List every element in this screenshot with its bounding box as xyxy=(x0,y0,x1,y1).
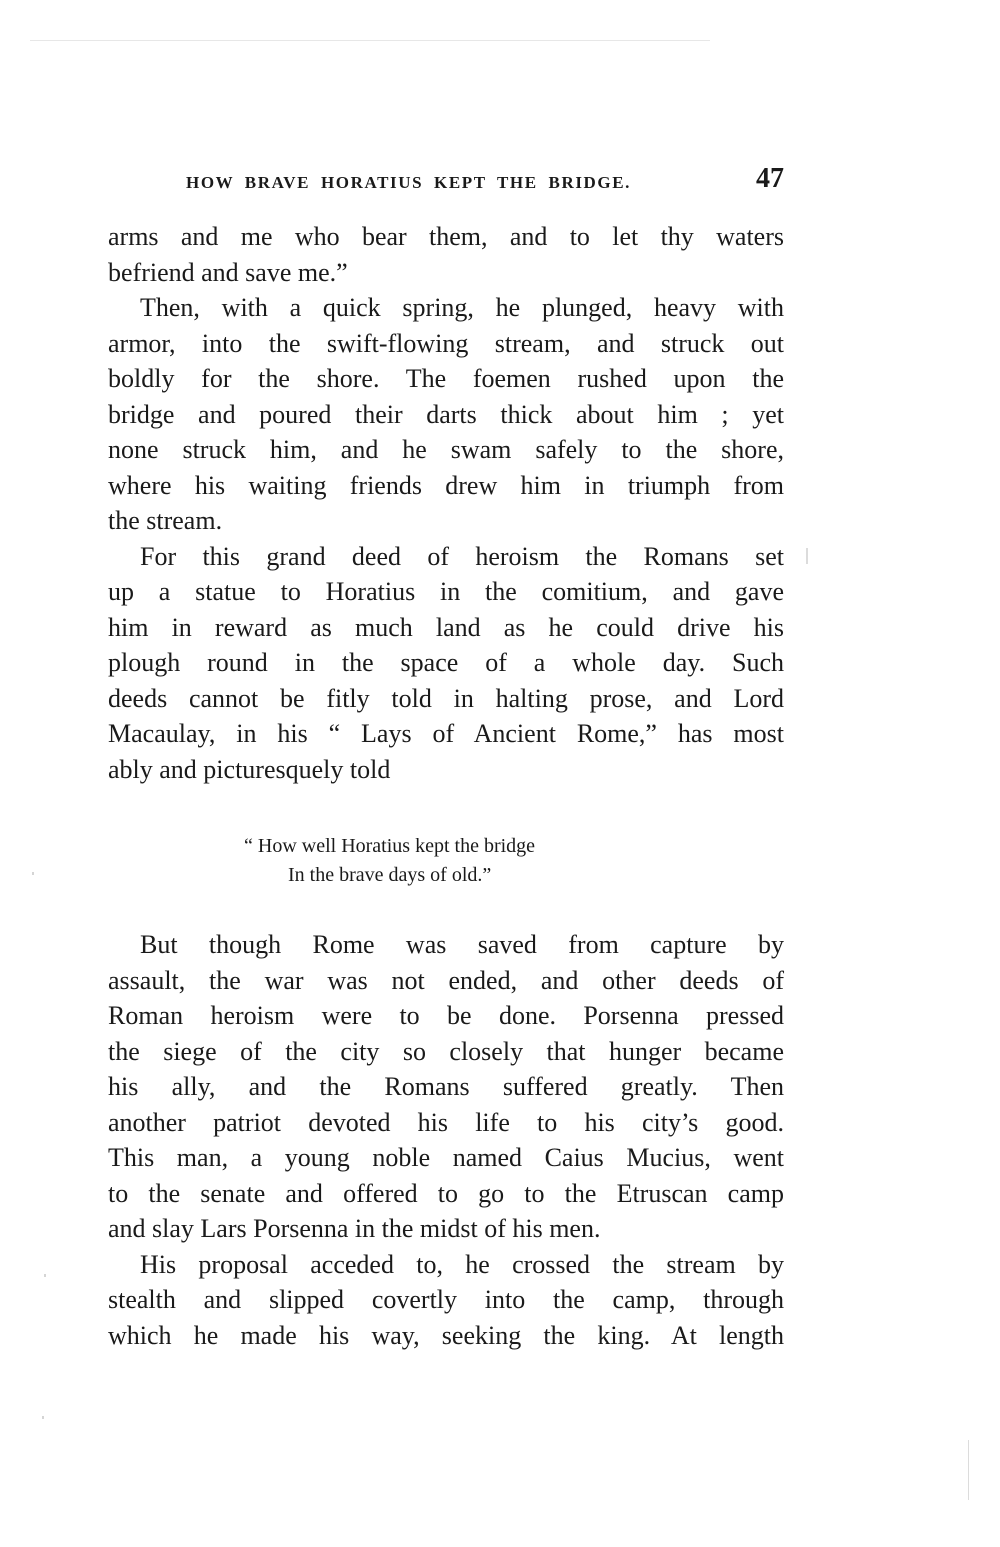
text-line: ably and picturesquely told xyxy=(108,754,391,784)
paragraph-4 xyxy=(108,927,784,1247)
text-line: befriend and save me.” xyxy=(108,257,348,287)
text-line: him in reward as much land as he could drive his xyxy=(108,612,784,642)
page-header xyxy=(186,163,786,203)
text-line: Then, with a quick spring, he plunged, heavy with xyxy=(140,293,784,322)
text-line: stealth and slipped covertly into the camp, through xyxy=(108,1285,784,1314)
paragraph-5 xyxy=(108,1247,784,1354)
text-line: plough round in the space of a whole day. Such xyxy=(108,648,784,677)
body-text-lower xyxy=(108,927,784,1353)
text-line: deeds cannot be fitly told in halting prose, and Lord xyxy=(108,683,784,713)
text-line: His proposal acceded to, he crossed the stream by xyxy=(140,1249,784,1279)
text-line: But though Rome was saved from capture by xyxy=(140,930,784,959)
text-line: This man, a young noble named Caius Mucius, went xyxy=(108,1143,784,1172)
text-line: the siege of the city so closely that hunger became xyxy=(108,1036,784,1066)
quote-line: In the brave days of old.” xyxy=(288,864,492,886)
text-line: assault, the war was not ended, and other deeds of xyxy=(108,965,784,995)
text-line: boldly for the shore. The foemen rushed upon the xyxy=(108,364,784,393)
scan-artifact xyxy=(32,872,34,875)
text-line: Roman heroism were to be done. Porsenna pressed xyxy=(108,1001,784,1030)
text-line: armor, into the swift-flowing stream, and struck out xyxy=(108,328,784,358)
text-line: bridge and poured their darts thick about him ; yet xyxy=(108,399,784,429)
text-line: and slay Lars Porsenna in the midst of his men. xyxy=(108,1214,601,1243)
paragraph-1 xyxy=(108,219,784,290)
text-line: For this grand deed of heroism the Romans set xyxy=(140,541,784,571)
scan-artifact xyxy=(968,1440,969,1500)
quote-line: “ How well Horatius kept the bridge xyxy=(244,835,536,857)
verse-quote xyxy=(244,832,664,890)
text-line: to the senate and offered to go to the Etruscan camp xyxy=(108,1178,784,1208)
text-line: the stream. xyxy=(108,506,223,535)
text-line: which he made his way, seeking the king. At length xyxy=(108,1320,784,1350)
text-line: arms and me who bear them, and to let thy waters xyxy=(108,222,784,251)
scan-artifact xyxy=(42,1416,44,1419)
running-head: HOW BRAVE HORATIUS KEPT THE BRIDGE. xyxy=(186,173,632,192)
page-number: 47 xyxy=(756,163,784,194)
scan-artifact xyxy=(30,40,710,41)
text-line: Macaulay, in his “ Lays of Ancient Rome,” has most xyxy=(108,719,784,748)
scan-artifact xyxy=(44,1274,46,1277)
text-line: where his waiting friends drew him in triumph from xyxy=(108,470,784,500)
text-line: none struck him, and he swam safely to the shore, xyxy=(108,435,784,464)
text-line: another patriot devoted his life to his city’s good. xyxy=(108,1107,784,1137)
scan-artifact xyxy=(806,548,808,564)
paragraph-3 xyxy=(108,539,784,788)
text-line: up a statue to Horatius in the comitium, and gave xyxy=(108,577,784,606)
paragraph-2 xyxy=(108,290,784,539)
body-text-upper xyxy=(108,219,784,787)
text-line: his ally, and the Romans suffered greatly. Then xyxy=(108,1072,784,1101)
